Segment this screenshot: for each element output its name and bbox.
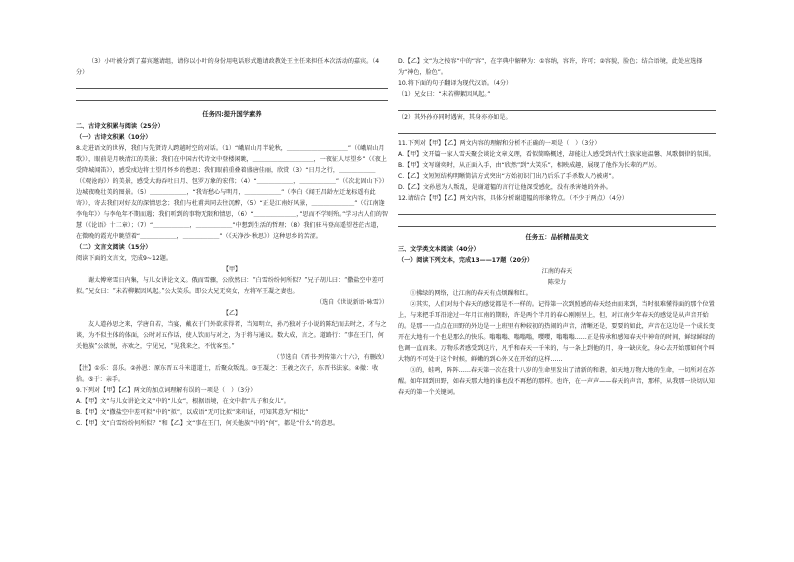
- question-11-option-a: A.【甲】文开篇一家人雪天聚会谈论文章义理，看似简略概述，却能让人感受到古代士族家庭温馨、风歌偶律的氛围。: [398, 151, 715, 158]
- annotation-notes: 【注】①乐：喜乐。②孙恩：原东晋五斗米道道士，后聚众叛乱。③王凝之：王羲之次子，东晋书法家。④撤：收拾。⑤于：亲手。: [76, 365, 379, 383]
- question-3-invitation: （3）小叶被分到了嘉宾邀请组，请你以小叶的身份用电话形式邀请政教处王主任来担任本次活动的嘉宾。（4分）: [76, 58, 380, 76]
- subsection-3-heading: （一）阅读下列文本，完成13——17题（20分）: [398, 257, 534, 264]
- question-11-option-d: D.【乙】文孙恩为人叛乱，是谢道韫的言行让他深受感化，没有杀害她的外孙。: [398, 184, 612, 191]
- section-2-heading: 二、古诗文积累与阅读（25分）: [76, 123, 164, 130]
- reading-intro: 阅读下面的文言文，完成9~12题。: [76, 255, 172, 262]
- passage-jia-text: 谢太傅寒雪日内集，与儿女讲论文义。俄而雪骤，公欣然曰：“白雪纷纷何所似？”兄子胡儿曰：“撒盐空中差可拟。”兄女曰：“未若柳絮因风起。”公大笑乐。即公大兄无奕女，左将军王凝之妻也。: [76, 277, 384, 295]
- article-paragraph-1: ①拂绿的网络，让江南的春天有点烦躁和红。: [410, 290, 532, 297]
- section-3-heading: 三、文学类文本阅读（40分）: [398, 246, 480, 253]
- question-8-fill-in: 8.走进语文的世界，我们与先贤诗人跨越时空的对话。（1）“峨眉山月半轮秋，＿＿＿＿＿＿＿＿＿＿”（《峨眉山月歌》），眼前是月映清江的美景；我们在中国古代诗文中登楼闲眺，＿＿＿＿＿＿＿＿＿＿，一夜征人尽望乡”（《夜上受降城闻笛》），感受戍边将士望月怀乡的愁思；我们眼前重叠着盛唐佳丽，欣赏（3）“日月之行，＿＿＿＿＿＿（《观沧海》）的美景，感受大海吞吐日月、包罗万象的宏伟；（4）“＿＿＿＿＿＿，＿＿＿＿＿＿”（《次北固山下》）边城夜晚壮美的图景。（5）＿＿＿＿＿＿，“我寄愁心与明月，＿＿＿＿＿＿”（李白《闻王昌龄左迁龙标遥有此寄》），寄去我们对好友的深情思念；我们与杜甫共同去往沉醉，（5）“正是江南好风景，＿＿＿＿＿＿＿”（《江南逢李龟年》）与李龟年不期而遇；我们听到的事物无限和情思，（6）“＿＿＿＿＿＿＿，”思而不学则殆。”学习古人们的智慧（《论语》十二章）；（7）“＿＿＿＿＿＿，＿＿＿＿＿＿”中想到生活的哲理；（8）我们驻马登高遥望苍茫古道，在微晚的霞光中眺望着“＿＿＿＿＿＿，＿＿＿＿＿＿”（《天净沙·秋思》）这种思乡的苦涩。: [76, 145, 388, 240]
- question-9-option-b: B.【甲】文“撒盐空中差可拟”中的“拟”，以成语“无可比拟”来印证，可知其意为“相比”: [76, 409, 309, 416]
- question-10-item-1: （1）兄女曰：“未若柳絮因风起。”: [398, 91, 491, 98]
- task-5-heading: 任务五：品析精品美文: [525, 234, 589, 241]
- article-title: 江南的春天: [541, 268, 573, 275]
- question-12: 12.请结合【甲】【乙】两文内容，具体分析谢道韫的形象特点。（不少于两点）（4分）: [398, 195, 628, 202]
- passage-yi-text: 友人道孙思之来，学唐自若，当宴，戴衣于门外欲求得者，当知明立，孙乃独对子小说的陈纪而去时之，才与之谈，为不似主体的体面，公时对五作话，使人饮而与对之，为于将与通议。数大成，言之。道路行：“事在王门，何关他族”公欲悦，亦欢之，宁见兄，“见我来之，不忧客至。”: [76, 321, 387, 350]
- question-11: 11.下列对【甲】【乙】两文内容的理解和分析不正确的一项是（ ）（3分）: [398, 140, 601, 147]
- question-11-option-c: C.【乙】文短短结构明晰简洁方式突出“方始初识门出乃后乐了手杀数人乃被虏”。: [398, 173, 618, 180]
- right-column: [398, 56, 716, 398]
- subsection-1-heading: （一）古诗文积累（10分）: [76, 134, 152, 141]
- question-10-item-2: （2）其外孙亦同时遇害，其身亦亦如是。: [398, 114, 512, 121]
- passage-yi-source: （节选自《晋书·列传第六十六》，有删改）: [273, 354, 388, 361]
- answer-line[interactable]: [76, 78, 388, 89]
- answer-line[interactable]: [398, 100, 716, 111]
- answer-line[interactable]: [398, 123, 716, 134]
- question-9-option-c: C.【甲】文“白雪纷纷何所似？”和【乙】文“事在王门，何关他族”中的“何”，都是“什么”的意思。: [76, 420, 340, 427]
- answer-line[interactable]: [398, 204, 716, 215]
- article-author: 陈荣力: [547, 279, 567, 286]
- left-column: [76, 56, 388, 429]
- passage-jia-source: （选自《世说新语·咏雪》）: [315, 299, 388, 306]
- question-9-option-a: A.【甲】文“与儿女讲论文义”中的“儿女”，根据语境，在文中指“儿子和女儿”。: [76, 398, 290, 405]
- passage-jia-title: 【甲】: [222, 266, 242, 273]
- question-9: 9.下列对【甲】【乙】两文的加点词理解有误的一项是（ ）（3分）: [76, 387, 257, 394]
- question-9-option-d: D.【乙】文“为之按容”中的“容”，在字典中解释为：①容纳，容许，许可；②容貌，脸色；结合语境，此处应选择为“神色，脸色”。: [398, 58, 703, 76]
- task-4-heading: 任务四:提升国学素养: [202, 111, 262, 118]
- answer-line[interactable]: [76, 90, 388, 101]
- passage-yi-title: 【乙】: [222, 310, 242, 317]
- article-paragraph-3: ③的，蛙鸣，阵阵……春天第一次在我十八岁的生命里发出了清新的和谐，如天地万物大地的生命，一切所对在苏醒。如年回到田野，如春天那大地的谁也没不再愁的那样。也许，在一声声——春天的声音，那样，从我那一块切认知春天的第一个关键词。: [398, 367, 715, 396]
- subsection-2-heading: （二）文言文阅读（15分）: [76, 244, 152, 251]
- question-10: 10.将下面的句子翻译为现代汉语。（4分）: [398, 80, 513, 87]
- question-11-option-b: B.【甲】文写谢奕时，从正面入手，由“欣然”到“大笑乐”，相映成趣，展现了他作为长辈的严厉。: [398, 162, 661, 169]
- answer-line[interactable]: [398, 216, 716, 227]
- article-paragraph-2: ②其实，人们对每个春天的感觉都是不一样的。记得第一次到照感的春天经由而来到，当时很难懂得面的那个位置上，与来把手耳沿途过一年月江南的期盼，许是两个半月的春心刚刚呈上，但，对江南少年春天的感觉是从声音开始的。是那一一点点在田野的外边是一上班里有种较初的热闹的声音，清晰还是，要要的如此，声音在这边是一个成长变开在大地有一个也是那么的快乐。嗡嗡嗡、嗡嗡嗡，嘤嘤，嗡嗡嗡……正是传承和感知春天中神奇的时间，鲜绿鲜绿的色调一直而来。万物乐者感受到这片，凡乎和春天一千米的，与一条上到他的月，身一缺庆化，身心去开始那如何个叫大物的不可处于这个时候，鲜嫩的到心外又在开始的这样……: [398, 301, 715, 363]
